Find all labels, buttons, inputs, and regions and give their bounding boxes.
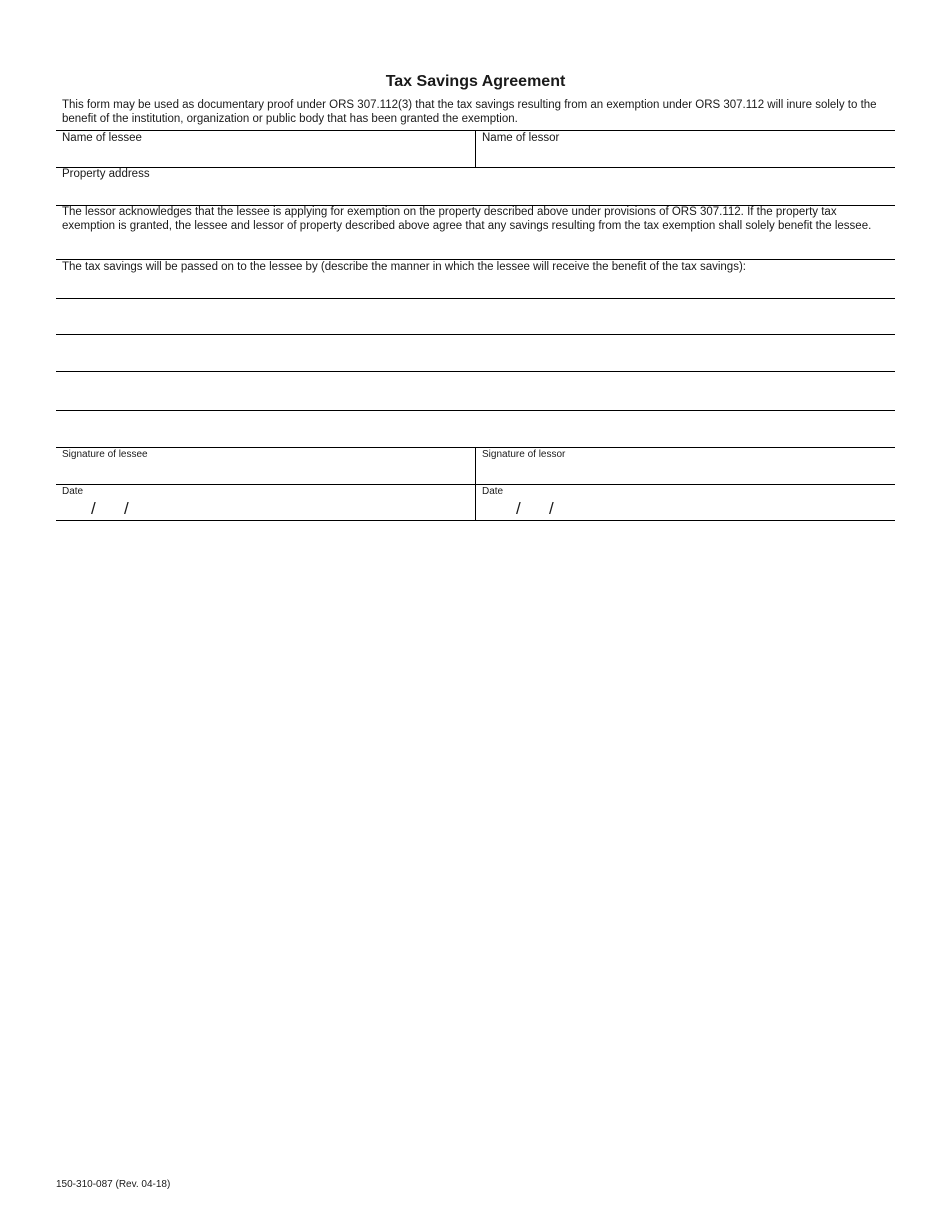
intro-text: This form may be used as documentary proof under ORS 307.112(3) that the tax savings resulting from an exemption under ORS 307.112 will inure solely to the benefit of the institution, organization or public body that has been granted the exemption. (62, 99, 877, 125)
lessor-name-field[interactable] (482, 148, 887, 165)
signature-lessee-field[interactable] (62, 463, 467, 481)
date-separator: / (516, 499, 521, 518)
signature-lessee-label: Signature of lessee (62, 449, 148, 460)
date-separator: / (124, 499, 129, 518)
form-number: 150-310-087 (Rev. 04-18) (56, 1179, 171, 1190)
date-separator: / (549, 499, 554, 518)
lessee-date-month[interactable] (62, 501, 90, 518)
divider (56, 520, 895, 521)
column-divider (475, 130, 476, 167)
savings-description-line-1[interactable] (62, 278, 887, 296)
divider (56, 167, 895, 168)
property-address-label: Property address (62, 168, 150, 180)
savings-description-line-4[interactable] (62, 389, 887, 407)
acknowledgement-text: The lessor acknowledges that the lessee is applying for exemption on the property described above under provisions of ORS 307.112. If the property tax exemption is granted, the lessee and lessor of property described above agree that any savings resulting from the tax exemption shall solely benefit the lessee. (62, 206, 872, 232)
lessor-date-month[interactable] (482, 501, 512, 518)
divider (56, 298, 895, 299)
divider (56, 371, 895, 372)
lessor-date-label: Date (482, 486, 504, 497)
date-separator: / (91, 499, 96, 518)
divider (56, 484, 895, 485)
lessor-date-day[interactable] (525, 501, 549, 518)
lessor-name-label: Name of lessor (482, 132, 560, 144)
lessor-date-year[interactable] (559, 501, 619, 518)
lessee-name-field[interactable] (62, 148, 467, 165)
savings-prompt: The tax savings will be passed on to the lessee by (describe the manner in which the lessee will receive the benefit of the tax savings): (62, 261, 746, 273)
savings-description-line-2[interactable] (62, 314, 887, 332)
savings-description-line-3[interactable] (62, 351, 887, 369)
lessee-date-day[interactable] (100, 501, 124, 518)
lessee-date-label: Date (62, 486, 84, 497)
form-title: Tax Savings Agreement (385, 73, 566, 90)
property-address-field[interactable] (62, 184, 887, 202)
lessee-date-year[interactable] (134, 501, 194, 518)
divider (56, 334, 895, 335)
signature-lessor-label: Signature of lessor (482, 449, 566, 460)
lessee-name-label: Name of lessee (62, 132, 142, 144)
signature-lessor-field[interactable] (482, 463, 887, 481)
divider (56, 410, 895, 411)
